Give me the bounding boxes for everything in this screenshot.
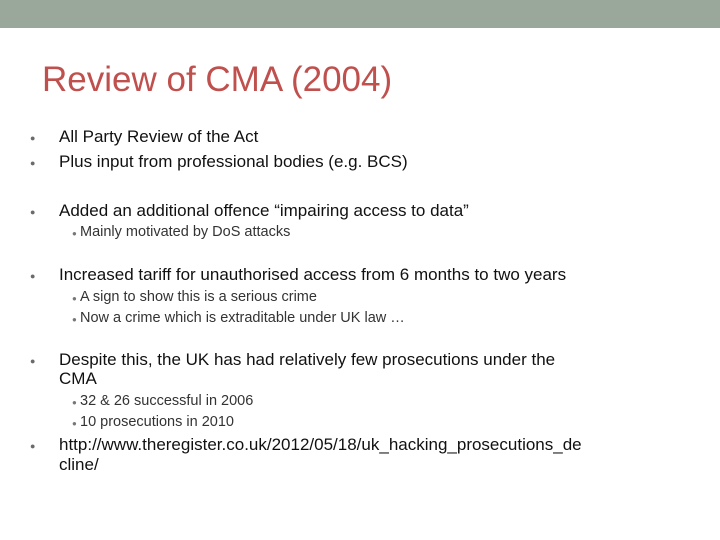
url-text: http://www.theregister.co.uk/2012/05/18/uk_hacking_prosecutions_de bbox=[59, 435, 582, 454]
bullet-text: Added an additional offence “impairing access to data” bbox=[59, 201, 469, 220]
sub-bullet-text: A sign to show this is a serious crime bbox=[80, 289, 317, 305]
bullet-dot-icon: ● bbox=[30, 441, 36, 451]
sub-bullet-dot-icon: ● bbox=[72, 419, 77, 428]
bullet-dot-icon: ● bbox=[30, 271, 36, 281]
bullet-text: Despite this, the UK has had relatively few prosecutions under the bbox=[59, 350, 556, 369]
sub-bullet-text: Mainly motivated by DoS attacks bbox=[80, 224, 291, 240]
slide-title: Review of CMA (2004) bbox=[42, 60, 393, 99]
top-accent-bar bbox=[0, 0, 720, 28]
sub-bullet-text: 32 & 26 successful in 2006 bbox=[80, 393, 254, 409]
url-continuation: cline/ bbox=[59, 455, 99, 474]
sub-bullet-text: 10 prosecutions in 2010 bbox=[80, 414, 234, 430]
bullet-text: Plus input from professional bodies (e.g. BCS) bbox=[59, 152, 408, 171]
sub-bullet-dot-icon: ● bbox=[72, 229, 77, 238]
bullet-dot-icon: ● bbox=[30, 356, 36, 366]
bullet-dot-icon: ● bbox=[30, 158, 36, 168]
bullet-text: Increased tariff for unauthorised access from 6 months to two years bbox=[59, 265, 567, 284]
bullet-5-continuation: CMA bbox=[59, 369, 97, 388]
sub-bullet-dot-icon: ● bbox=[72, 315, 77, 324]
sub-bullet-text: Now a crime which is extraditable under UK law … bbox=[80, 310, 405, 326]
bullet-dot-icon: ● bbox=[30, 133, 36, 143]
sub-bullet-dot-icon: ● bbox=[72, 294, 77, 303]
sub-bullet-dot-icon: ● bbox=[72, 398, 77, 407]
bullet-text: All Party Review of the Act bbox=[59, 127, 259, 146]
bullet-dot-icon: ● bbox=[30, 207, 36, 217]
